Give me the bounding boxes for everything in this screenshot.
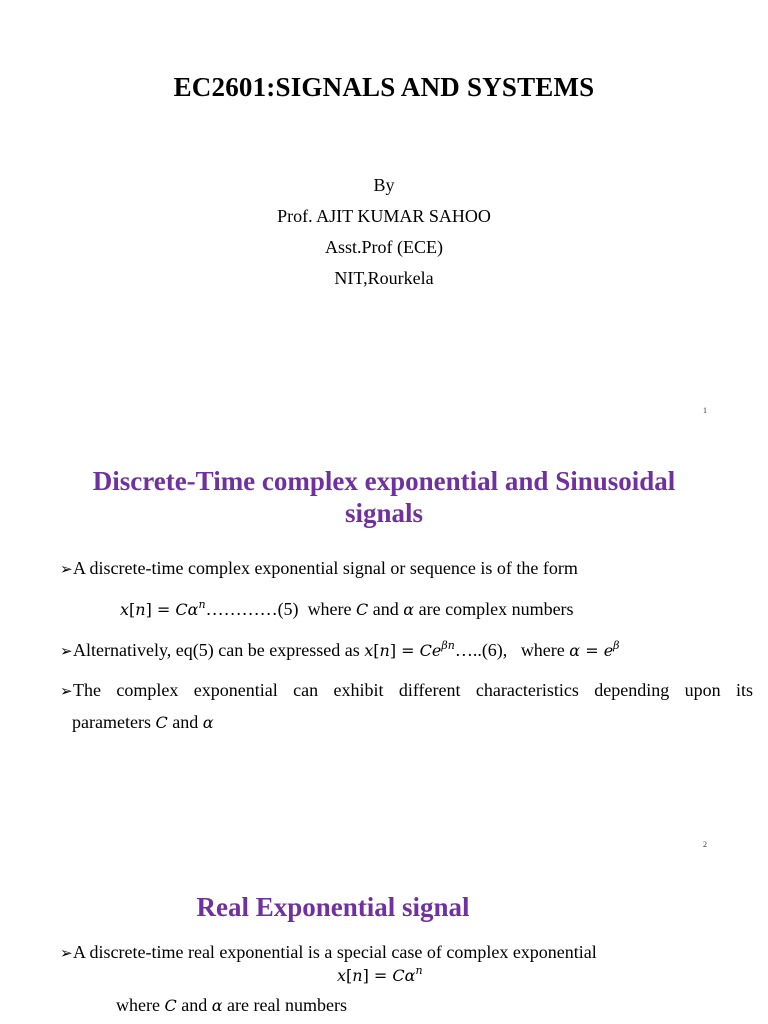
slide-1	[0, 0, 768, 432]
bullet-real-exp	[60, 942, 597, 963]
eq-label: …………(5)	[205, 599, 299, 619]
arrow-bullet-icon: ➢	[60, 684, 73, 700]
where-real-numbers: where C and α are real numbers	[116, 995, 347, 1015]
eq-where: where	[520, 640, 565, 660]
arrow-bullet-icon: ➢	[60, 644, 73, 660]
slide-title: EC2601:SIGNALS AND SYSTEMS	[173, 72, 595, 102]
page-number: 2	[703, 840, 707, 849]
and-label: and	[181, 995, 208, 1015]
bullet-and: and	[172, 712, 199, 732]
author-position: Asst.Prof (ECE)	[325, 237, 443, 257]
by-label: By	[373, 175, 395, 195]
rest-label: are real numbers	[227, 995, 347, 1015]
eq-label: …..(6),	[454, 640, 508, 660]
bullet-text: A discrete-time real exponential is a special case of complex exponential	[73, 942, 597, 962]
slide-title: Real Exponential signal	[196, 892, 470, 922]
bullet-text: A discrete-time complex exponential signal or sequence is of the form	[73, 558, 578, 578]
bullet-text: Alternatively, eq(5) can be expressed as	[73, 640, 360, 660]
equation-5: $x[n] = C\alpha^n\dots\dots\dots\dots(5)$ where C and α are complex numbers	[120, 598, 574, 619]
eq-lhs: x	[120, 600, 130, 619]
slide-title-line-2: signals	[344, 498, 424, 528]
eq-where: where	[307, 599, 352, 619]
author-institute: NIT,Rourkela	[334, 268, 434, 288]
bullet-text: parameters	[72, 712, 151, 732]
bullet-complex-exp	[60, 558, 578, 579]
slide-2	[0, 432, 768, 864]
bullet-characteristics-cont: parameters C and α	[72, 712, 214, 732]
arrow-bullet-icon: ➢	[60, 562, 73, 578]
bullet-text: The complex exponential can exhibit different characteristics depending upon its	[73, 680, 753, 700]
slide-title	[60, 465, 708, 529]
equation-real: $x[n] = C\alpha^n$	[337, 964, 423, 985]
page-number: 1	[703, 406, 707, 415]
bullet-characteristics	[60, 680, 753, 701]
author-name: Prof. AJIT KUMAR SAHOO	[277, 206, 491, 226]
bullet-alternative-form: ➢Alternatively, eq(5) can be expressed as $x[n] = Ce^{\beta n}\dots..(6)$, where $\alpha = e^\beta$	[60, 639, 620, 660]
slide-title-line-1: Discrete-Time complex exponential and Sinusoidal	[92, 466, 676, 496]
arrow-bullet-icon: ➢	[60, 946, 73, 962]
eq-and: and	[372, 599, 399, 619]
where-label: where	[116, 995, 160, 1015]
slide-3	[0, 864, 768, 1024]
eq-rest: are complex numbers	[418, 599, 574, 619]
